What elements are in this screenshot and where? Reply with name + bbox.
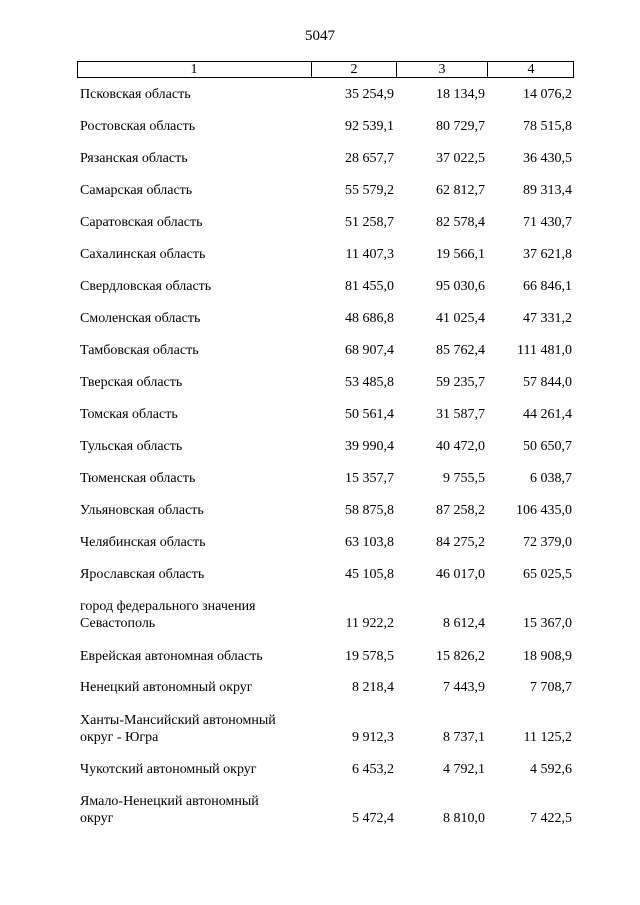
value-col-2: 55 579,2 [345, 183, 394, 198]
region-name: Тверская область [80, 375, 183, 390]
value-col-3: 19 566,1 [436, 247, 485, 262]
value-col-2: 45 105,8 [345, 567, 394, 582]
value-col-3: 85 762,4 [436, 343, 485, 358]
value-col-2: 19 578,5 [345, 649, 394, 664]
region-name-line-2: округ [80, 811, 114, 826]
value-col-4: 72 379,0 [523, 535, 572, 550]
value-col-3: 82 578,4 [436, 215, 485, 230]
region-name-line-2: Севастополь [80, 616, 156, 631]
value-col-2: 6 453,2 [352, 762, 394, 777]
value-col-4: 7 708,7 [530, 680, 572, 695]
value-col-3: 15 826,2 [436, 649, 485, 664]
value-col-4: 14 076,2 [523, 87, 572, 102]
region-name: Еврейская автономная область [80, 649, 263, 664]
value-col-2: 39 990,4 [345, 439, 394, 454]
column-header-4: 4 [487, 62, 574, 77]
region-name: Сахалинская область [80, 247, 206, 262]
value-col-4: 65 025,5 [523, 567, 572, 582]
value-col-4: 15 367,0 [523, 616, 572, 631]
value-col-4: 71 430,7 [523, 215, 572, 230]
value-col-4: 36 430,5 [523, 151, 572, 166]
value-col-4: 106 435,0 [516, 503, 572, 518]
value-col-4: 18 908,9 [523, 649, 572, 664]
value-col-3: 18 134,9 [436, 87, 485, 102]
value-col-3: 8 737,1 [443, 730, 485, 745]
value-col-3: 9 755,5 [443, 471, 485, 486]
value-col-4: 78 515,8 [523, 119, 572, 134]
value-col-2: 58 875,8 [345, 503, 394, 518]
value-col-2: 92 539,1 [345, 119, 394, 134]
region-name: Саратовская область [80, 215, 203, 230]
column-header-1: 1 [190, 62, 198, 77]
region-name: Рязанская область [80, 151, 188, 166]
column-header-2: 2 [311, 62, 396, 77]
region-name: Свердловская область [80, 279, 212, 294]
value-col-3: 84 275,2 [436, 535, 485, 550]
value-col-3: 8 612,4 [443, 616, 485, 631]
region-name: Ярославская область [80, 567, 205, 582]
value-col-4: 89 313,4 [523, 183, 572, 198]
table-header [77, 61, 574, 78]
value-col-4: 11 125,2 [523, 730, 572, 745]
value-col-2: 9 912,3 [352, 730, 394, 745]
value-col-4: 4 592,6 [530, 762, 572, 777]
value-col-3: 37 022,5 [436, 151, 485, 166]
value-col-3: 31 587,7 [436, 407, 485, 422]
value-col-3: 46 017,0 [436, 567, 485, 582]
region-name: Ненецкий автономный округ [80, 680, 253, 695]
value-col-2: 5 472,4 [352, 811, 394, 826]
value-col-3: 59 235,7 [436, 375, 485, 390]
column-header-3: 3 [396, 62, 487, 77]
value-col-4: 57 844,0 [523, 375, 572, 390]
value-col-4: 6 038,7 [530, 471, 572, 486]
region-name: Чукотский автономный округ [80, 762, 257, 777]
region-name-line-1: город федерального значения [80, 599, 256, 614]
region-name: Смоленская область [80, 311, 201, 326]
region-name: Ульяновская область [80, 503, 204, 518]
value-col-2: 15 357,7 [345, 471, 394, 486]
region-name: Ростовская область [80, 119, 196, 134]
value-col-2: 11 407,3 [345, 247, 394, 262]
region-name: Челябинская область [80, 535, 206, 550]
value-col-4: 37 621,8 [523, 247, 572, 262]
value-col-3: 7 443,9 [443, 680, 485, 695]
value-col-2: 81 455,0 [345, 279, 394, 294]
value-col-2: 68 907,4 [345, 343, 394, 358]
value-col-3: 41 025,4 [436, 311, 485, 326]
region-name-line-2: округ - Югра [80, 730, 159, 745]
value-col-4: 66 846,1 [523, 279, 572, 294]
value-col-3: 80 729,7 [436, 119, 485, 134]
value-col-4: 47 331,2 [523, 311, 572, 326]
value-col-2: 63 103,8 [345, 535, 394, 550]
region-name: Тюменская область [80, 471, 196, 486]
page-number: 5047 [305, 28, 335, 44]
value-col-4: 7 422,5 [530, 811, 572, 826]
region-name-line-1: Ямало-Ненецкий автономный [80, 794, 259, 809]
region-name: Псковская область [80, 87, 191, 102]
value-col-2: 51 258,7 [345, 215, 394, 230]
value-col-2: 48 686,8 [345, 311, 394, 326]
value-col-4: 50 650,7 [523, 439, 572, 454]
value-col-2: 35 254,9 [345, 87, 394, 102]
region-name-line-1: Ханты-Мансийский автономный [80, 713, 276, 728]
value-col-3: 8 810,0 [443, 811, 485, 826]
value-col-2: 50 561,4 [345, 407, 394, 422]
value-col-3: 4 792,1 [443, 762, 485, 777]
region-name: Тульская область [80, 439, 183, 454]
value-col-2: 11 922,2 [345, 616, 394, 631]
region-name: Самарская область [80, 183, 193, 198]
region-name: Тамбовская область [80, 343, 199, 358]
value-col-3: 95 030,6 [436, 279, 485, 294]
value-col-4: 111 481,0 [517, 343, 572, 358]
value-col-4: 44 261,4 [523, 407, 572, 422]
value-col-2: 8 218,4 [352, 680, 394, 695]
region-name: Томская область [80, 407, 178, 422]
value-col-3: 62 812,7 [436, 183, 485, 198]
value-col-3: 87 258,2 [436, 503, 485, 518]
value-col-3: 40 472,0 [436, 439, 485, 454]
value-col-2: 28 657,7 [345, 151, 394, 166]
value-col-2: 53 485,8 [345, 375, 394, 390]
